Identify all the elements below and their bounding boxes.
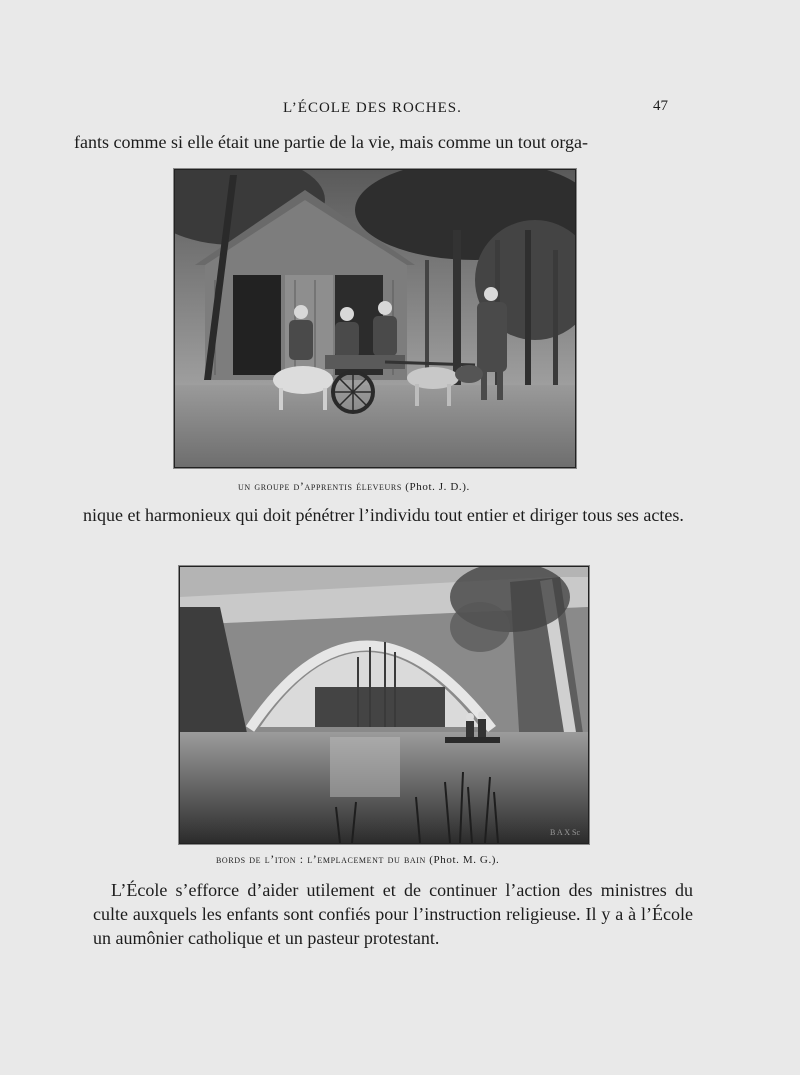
paragraph-continuation-2: nique et harmonieux qui doit pénétrer l’individu tout entier et diriger tous ses actes. — [83, 505, 684, 525]
engraver-mark: B A X Sc — [550, 828, 581, 837]
caption-credit: (Phot. M. G.). — [429, 854, 500, 866]
paragraph-continuation: fants comme si elle était une partie de la vie, mais comme un tout orga- — [74, 132, 589, 152]
figure-caption-2 — [216, 852, 499, 867]
page-number: 47 — [653, 98, 668, 114]
photo-apprentis-eleveurs — [174, 169, 576, 468]
photo-bords-iton — [179, 566, 589, 844]
caption-title: un groupe d’apprentis éleveurs — [238, 479, 402, 493]
figure-caption-1 — [238, 479, 470, 494]
running-title: L’ÉCOLE DES ROCHES. — [283, 100, 462, 116]
caption-title: bords de l’iton : l’emplacement du bain — [216, 852, 426, 866]
caption-credit: (Phot. J. D.). — [405, 481, 470, 493]
paragraph-religious-instruction: L’École s’efforce d’aider utilement et de continuer l’action des ministres du culte auxquels les enfants sont confiés pour l’instruction religieuse. Il y a à l’École un aumônier catholique et un pasteur protestant. — [93, 880, 693, 948]
